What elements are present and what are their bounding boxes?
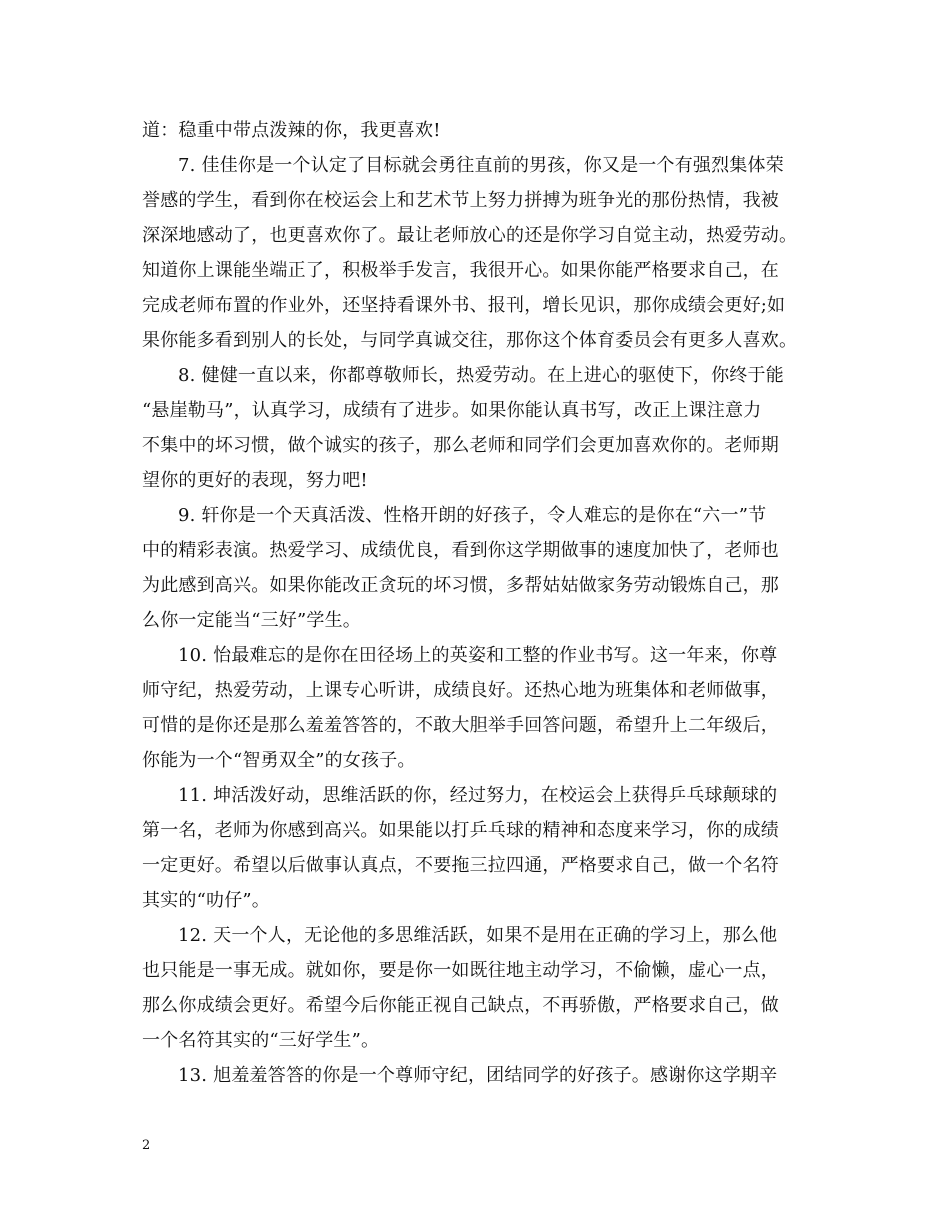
text-line: 8. 健健一直以来，你都尊敬师长，热爱劳动。在上进心的驱使下，你终于能 <box>178 365 784 386</box>
text-line: 其实的“叻仔”。 <box>142 890 271 911</box>
text-line: 13. 旭羞羞答答的你是一个尊师守纪，团结同学的好孩子。感谢你这学期辛 <box>178 1065 778 1086</box>
text-line: 10. 怡最难忘的是你在田径场上的英姿和工整的作业书写。这一年来，你尊 <box>178 645 778 666</box>
text-line: 一个名符其实的“三好学生”。 <box>142 1030 380 1051</box>
text-line: 你能为一个“智勇双全”的女孩子。 <box>142 750 416 771</box>
text-line: 一定更好。希望以后做事认真点，不要拖三拉四通，严格要求自己，做一个名符 <box>142 855 779 876</box>
text-line: 完成老师布置的作业外，还坚持看课外书、报刊，增长见识，那你成绩会更好;如 <box>142 295 786 316</box>
text-line: 12. 天一个人，无论他的多思维活跃，如果不是用在正确的学习上，那么他 <box>178 925 778 946</box>
text-line: 7. 佳佳你是一个认定了目标就会勇往直前的男孩，你又是一个有强烈集体荣 <box>178 155 784 176</box>
text-line: 师守纪，热爱劳动，上课专心听讲，成绩良好。还热心地为班集体和老师做事， <box>142 680 779 701</box>
text-line: 誉感的学生，看到你在校运会上和艺术节上努力拼搏为班争光的那份热情，我被 <box>142 190 779 211</box>
text-line: 不集中的坏习惯，做个诚实的孩子，那么老师和同学们会更加喜欢你的。老师期 <box>142 435 779 456</box>
text-line: 果你能多看到别人的长处，与同学真诚交往，那你这个体育委员会有更多人喜欢。 <box>142 330 798 351</box>
text-line: 道：稳重中带点泼辣的你，我更喜欢! <box>142 120 441 141</box>
text-line: 么你一定能当“三好”学生。 <box>142 610 362 631</box>
text-line: 那么你成绩会更好。希望今后你能正视自己缺点，不再骄傲，严格要求自己，做 <box>142 995 779 1016</box>
text-line: “悬崖勒马”，认真学习，成绩有了进步。如果你能认真书写，改正上课注意力 <box>142 400 762 421</box>
text-line: 深深地感动了，也更喜欢你了。最让老师放心的还是你学习自觉主动，热爱劳动。 <box>142 225 798 246</box>
text-line: 第一名，老师为你感到高兴。如果能以打乒乓球的精神和态度来学习，你的成绩 <box>142 820 779 841</box>
text-line: 9. 轩你是一个天真活泼、性格开朗的好孩子，令人难忘的是你在“六一”节 <box>178 505 767 526</box>
text-line: 为此感到高兴。如果你能改正贪玩的坏习惯，多帮姑姑做家务劳动锻炼自己，那 <box>142 575 779 596</box>
text-line: 也只能是一事无成。就如你，要是你一如既往地主动学习，不偷懒，虚心一点， <box>142 960 779 981</box>
text-line: 11. 坤活泼好动，思维活跃的你，经过努力，在校运会上获得乒乓球颠球的 <box>178 785 778 806</box>
text-line: 可惜的是你还是那么羞羞答答的，不敢大胆举手回答问题，希望升上二年级后， <box>142 715 779 736</box>
text-line: 中的精彩表演。热爱学习、成绩优良，看到你这学期做事的速度加快了，老师也 <box>142 540 779 561</box>
text-line: 知道你上课能坐端正了，积极举手发言，我很开心。如果你能严格要求自己，在 <box>142 260 779 281</box>
text-line: 望你的更好的表现，努力吧! <box>142 470 368 491</box>
page-number: 2 <box>142 1138 151 1153</box>
